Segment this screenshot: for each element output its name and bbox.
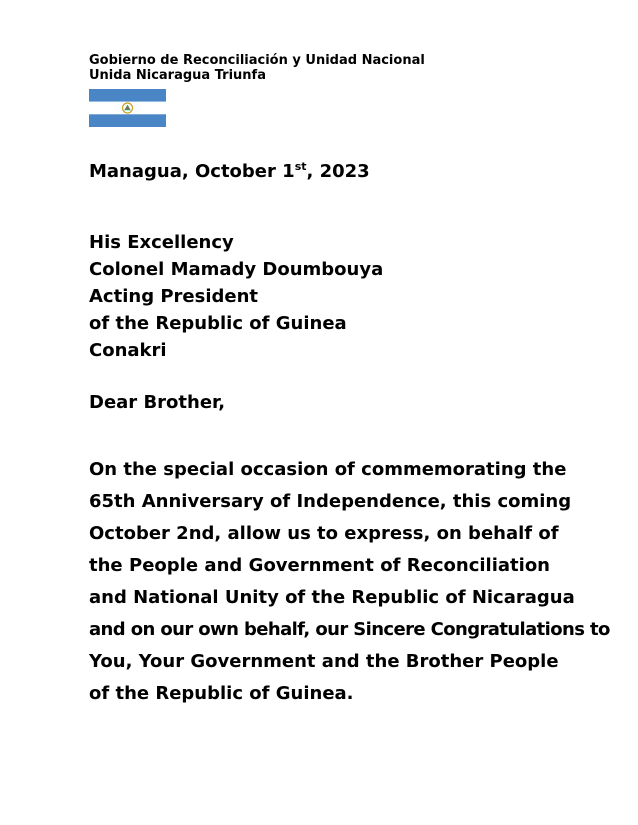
- recipient-line: Colonel Mamady Doumbouya: [89, 259, 384, 280]
- body-line: October 2nd, allow us to express, on behalf of: [89, 523, 559, 544]
- body-line: and National Unity of the Republic of Nicaragua: [89, 587, 575, 608]
- date-line: [89, 160, 370, 184]
- body-line: of the Republic of Guinea.: [89, 683, 354, 704]
- letterhead-motto: Unida Nicaragua Triunfa: [89, 68, 266, 83]
- body-line: the People and Government of Reconciliation: [89, 555, 550, 576]
- letterhead: [89, 53, 425, 83]
- letter-body: [89, 454, 610, 710]
- recipient-line: Conakri: [89, 340, 167, 361]
- letterhead-government-name: Gobierno de Reconciliación y Unidad Nacional: [89, 53, 425, 68]
- body-line: You, Your Government and the Brother People: [89, 651, 559, 672]
- salutation: Dear Brother,: [89, 392, 226, 413]
- date-text: Managua, October 1: [89, 161, 295, 182]
- recipient-line: of the Republic of Guinea: [89, 313, 347, 334]
- recipient-line: His Excellency: [89, 232, 234, 253]
- recipient-line: Acting President: [89, 286, 259, 307]
- body-line: and on our own behalf, our Sincere Congratulations to: [89, 619, 610, 640]
- body-line: 65th Anniversary of Independence, this coming: [89, 491, 572, 512]
- date-year: , 2023: [306, 161, 370, 182]
- date-ordinal-suffix: st: [294, 160, 307, 173]
- body-line: On the special occasion of commemorating the: [89, 459, 567, 480]
- recipient-block: [89, 229, 383, 364]
- nicaragua-flag-icon: [89, 89, 166, 127]
